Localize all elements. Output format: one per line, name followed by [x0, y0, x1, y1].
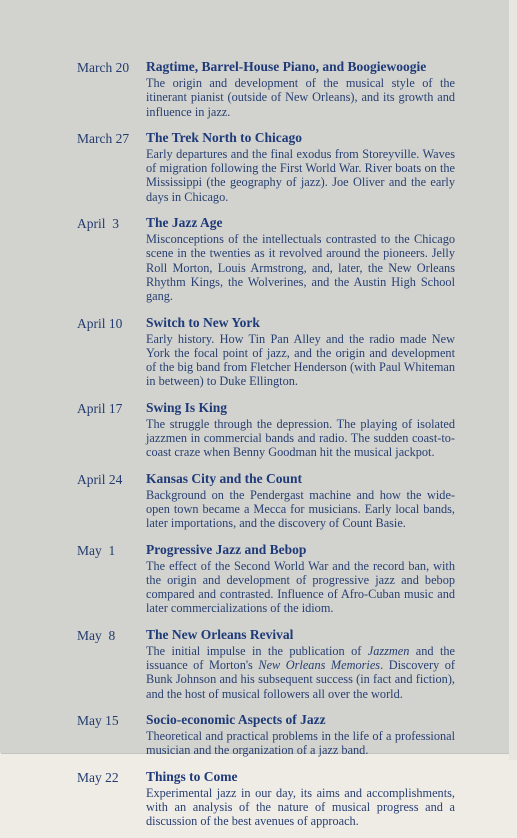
- entry-title: Kansas City and the Count: [146, 470, 303, 486]
- description-text: The initial impulse in the publication of: [146, 643, 368, 658]
- schedule-entry: [77, 711, 455, 758]
- entry-title: The Trek North to Chicago: [146, 129, 303, 145]
- entry-description: The effect of the Second World War and the record ban, with the origin and development of progressive jazz and bebop compared and contrasted. Influence of Afro-Cuban music and later commercializations of the idiom.: [146, 558, 455, 616]
- schedule-entry: [77, 541, 455, 616]
- schedule-entry: [77, 399, 455, 460]
- entry-title: Progressive Jazz and Bebop: [146, 541, 307, 557]
- entry-description: Early departures and the final exodus from Storeyville. Waves of migration following the First World War. River boats on the Mississippi (the geography of jazz). Joe Oliver and the early days in Chicago.: [146, 146, 455, 204]
- entry-description: Misconceptions of the intellectuals contrasted to the Chicago scene in the twenties as it revolved around the pioneers. Jelly Roll Morton, Louis Armstrong, and, later, the New Orleans Rhythm Kings, the Wolverines, and the Austin High School gang.: [146, 232, 455, 304]
- entry-body: [146, 314, 455, 389]
- entry-body: [146, 541, 455, 616]
- schedule-entry: [77, 626, 455, 701]
- entry-title: The Jazz Age: [146, 215, 223, 231]
- entry-body: [146, 470, 455, 531]
- entry-title: Things to Come: [146, 768, 238, 784]
- entry-description: [146, 644, 455, 701]
- entry-body: [146, 626, 455, 701]
- entry-title: Switch to New York: [146, 314, 260, 330]
- entry-description: Background on the Pendergast machine and how the wide-open town became a Mecca for musicians. Early local bands, later importations, and the discovery of Count Basie.: [146, 487, 455, 531]
- entry-date: May 1: [77, 542, 116, 558]
- schedule-entry: [77, 314, 455, 389]
- entry-date: March 27: [77, 130, 130, 146]
- schedule-entry: [77, 129, 455, 204]
- entry-date: April 10: [77, 315, 123, 331]
- entry-body: [146, 58, 455, 119]
- schedule-entry: [77, 470, 455, 531]
- entry-date: April 24: [77, 471, 123, 487]
- entry-body: [146, 214, 455, 303]
- entry-body: [146, 768, 455, 829]
- schedule-entry: [77, 58, 455, 119]
- lecture-schedule: [77, 58, 455, 838]
- book-title-jazzmen: Jazzmen: [367, 643, 410, 658]
- entry-date: May 8: [77, 627, 116, 643]
- description-text: and the issuance of Morton's: [146, 643, 455, 673]
- entry-description: The struggle through the depression. The playing of isolated jazzmen in commercial bands and radio. The sudden coast-to-coast craze when Benny Goodman hit the musical jackpot.: [146, 416, 455, 460]
- entry-description: Experimental jazz in our day, its aims and accomplishments, with an analysis of the nature of musical progress and a discussion of the best avenues of approach.: [146, 785, 455, 829]
- entry-date: April 17: [77, 400, 123, 416]
- entry-title: The New Orleans Revival: [146, 626, 294, 642]
- page-edge: [509, 0, 517, 760]
- entry-date: May 22: [77, 769, 119, 785]
- entry-description: Theoretical and practical problems in the life of a professional musician and the organization of a jazz band.: [146, 728, 455, 758]
- description-text: . Discovery of Bunk Johnson and his subsequent success (in fact and fiction), and the host of musical followers all over the world.: [146, 658, 455, 701]
- entry-title: Socio-economic Aspects of Jazz: [146, 711, 326, 727]
- entry-body: [146, 399, 455, 460]
- entry-title: Ragtime, Barrel-House Piano, and Boogiewoogie: [146, 59, 427, 74]
- record-title-new-orleans-memories: New Orleans Memories: [258, 658, 381, 673]
- entry-title: Swing Is King: [146, 399, 228, 415]
- entry-body: [146, 711, 455, 758]
- entry-description: Early history. How Tin Pan Alley and the radio made New York the focal point of jazz, and the origin and development of the big band from Fletcher Henderson (with Paul Whiteman in between) to Duke Ellington.: [146, 331, 455, 389]
- schedule-entry: [77, 214, 455, 303]
- entry-description: The origin and development of the musical style of the itinerant pianist (outside of New Orleans), and its growth and influence in jazz.: [146, 76, 455, 119]
- entry-body: [146, 129, 455, 204]
- schedule-entry: [77, 768, 455, 829]
- entry-date: April 3: [77, 216, 119, 232]
- entry-date: May 15: [77, 712, 119, 728]
- entry-date: March 20: [77, 60, 130, 75]
